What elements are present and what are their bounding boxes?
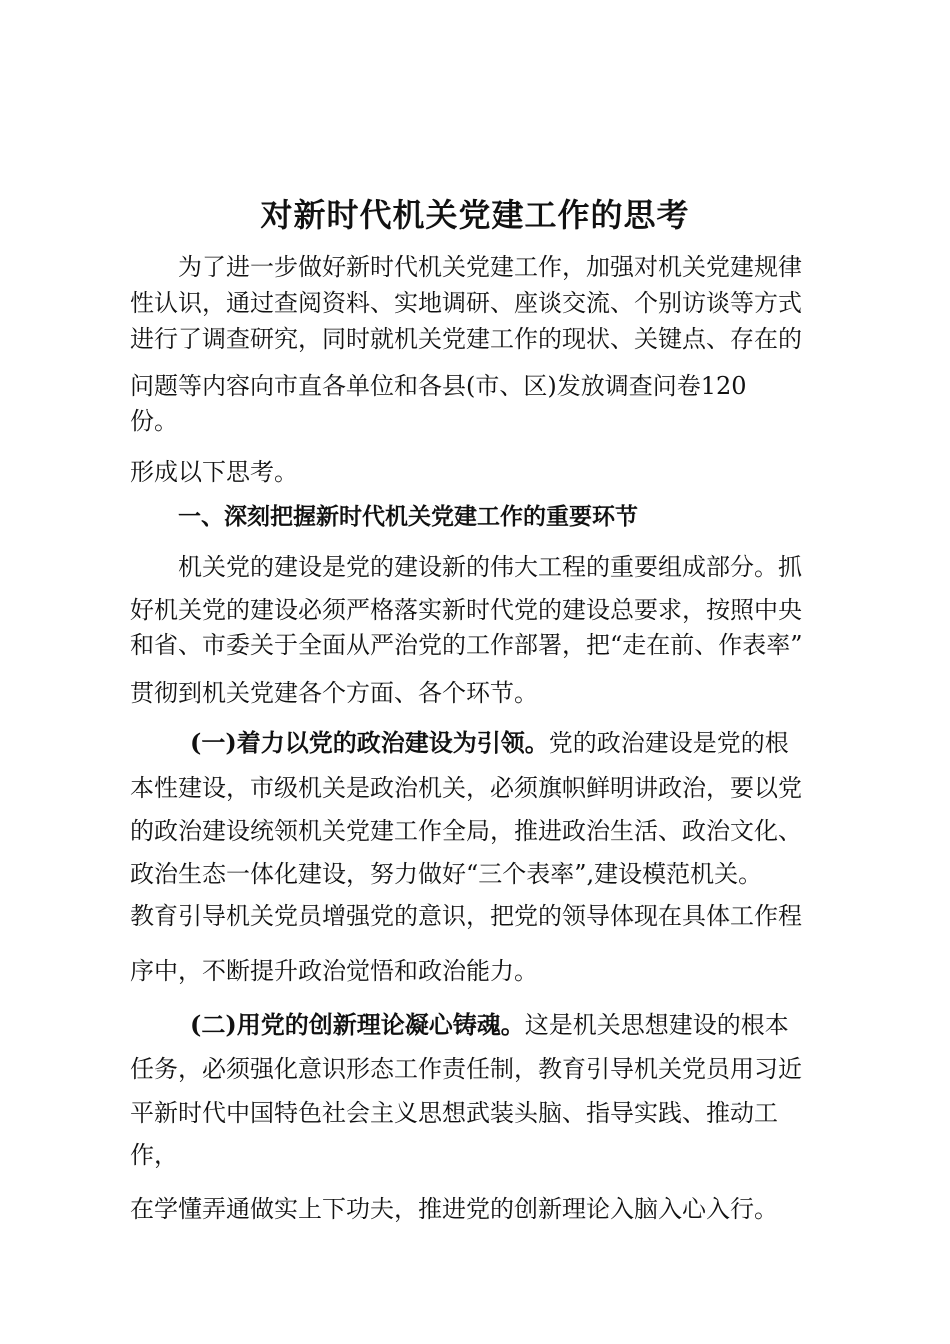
body-line: 在学懂弄通做实上下功夫，推进党的创新理论入脑入心入行。: [130, 1195, 778, 1223]
section-heading: 一、深刻把握新时代机关党建工作的重要环节: [178, 504, 638, 530]
body-text: 这是机关思想建设的根本: [524, 1011, 789, 1039]
body-line: 性认识，通过查阅资料、实地调研、座谈交流、个别访谈等方式: [130, 289, 802, 317]
document-title: 对新时代机关党建工作的思考: [260, 196, 690, 234]
body-line: 份。: [130, 407, 178, 435]
body-line: 作，: [130, 1141, 178, 1169]
body-line: 任务，必须强化意识形态工作责任制，教育引导机关党员用习近: [130, 1055, 802, 1083]
subsection-heading: (一)着力以党的政治建设为引领。: [190, 728, 549, 757]
body-line: 贯彻到机关党建各个方面、各个环节。: [130, 679, 538, 707]
subsection-paragraph: [190, 1008, 789, 1042]
body-line: 政治生态一体化建设，努力做好“三个表率”,建设模范机关。: [130, 860, 763, 888]
body-line: 进行了调查研究，同时就机关党建工作的现状、关键点、存在的: [130, 325, 802, 353]
body-text: 党的政治建设是党的根: [548, 729, 789, 757]
subsection-paragraph: [190, 726, 789, 760]
body-line: 教育引导机关党员增强党的意识，把党的领导体现在具体工作程: [130, 902, 802, 930]
subsection-heading: (二)用党的创新理论凝心铸魂。: [190, 1010, 525, 1039]
body-line: 形成以下思考。: [130, 458, 298, 486]
body-line: 和省、市委关于全面从严治党的工作部署，把“走在前、作表率”: [130, 631, 803, 659]
body-line: 的政治建设统领机关党建工作全局，推进政治生活、政治文化、: [130, 817, 802, 845]
body-line: 好机关党的建设必须严格落实新时代党的建设总要求，按照中央: [130, 596, 802, 624]
body-line: 本性建设，市级机关是政治机关，必须旗帜鲜明讲政治，要以党: [130, 774, 802, 802]
body-line: 机关党的建设是党的建设新的伟大工程的重要组成部分。抓: [178, 553, 802, 581]
body-line: 平新时代中国特色社会主义思想武装头脑、指导实践、推动工: [130, 1099, 778, 1127]
body-line: 问题等内容向市直各单位和各县(市、区)发放调查问卷120: [130, 372, 747, 400]
body-line: 为了进一步做好新时代机关党建工作，加强对机关党建规律: [178, 253, 802, 281]
body-line: 序中，不断提升政治觉悟和政治能力。: [130, 957, 538, 985]
